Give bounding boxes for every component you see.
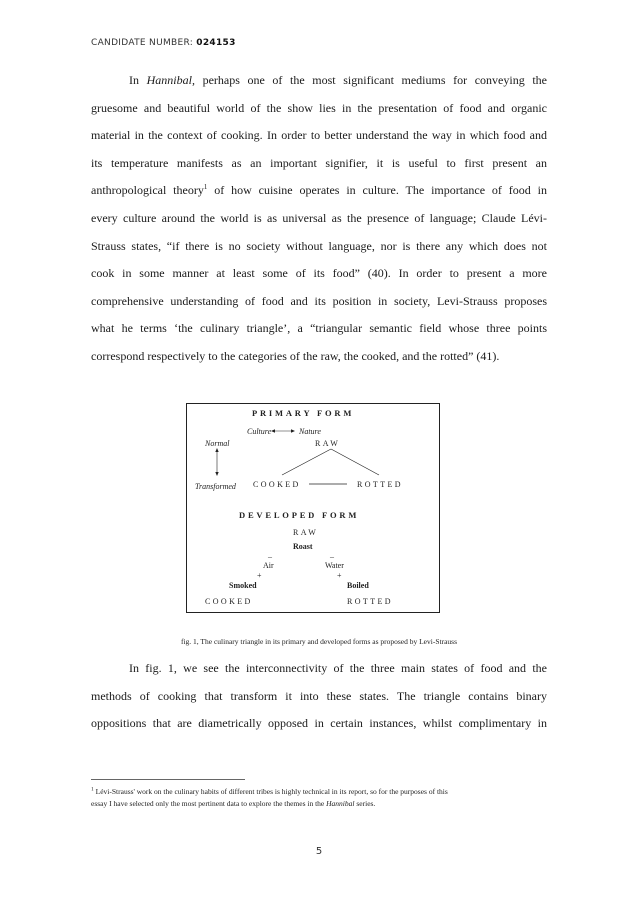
para1-line-11: correspond respectively to the categories of the raw, the cooked, and the rotted” (41). — [91, 348, 500, 363]
para2-line-1: In fig. 1, we see the interconnectivity of the three main states of food and the — [129, 661, 547, 675]
roast-label: Roast — [293, 542, 313, 551]
primary-form-title: PRIMARY FORM — [252, 408, 355, 418]
nature-label: Nature — [299, 427, 321, 436]
para1-line-2: gruesome and beautiful world of the show lies in the presentation of food and organic — [91, 100, 547, 115]
para1-text: anthropological theory — [91, 183, 204, 198]
developed-form-title: DEVELOPED FORM — [239, 510, 360, 520]
transformed-label: Transformed — [195, 482, 236, 491]
water-label: Water — [325, 561, 344, 570]
para1-text: perhaps one of the most significant mediums for conveying the — [194, 73, 547, 87]
raw-developed-label: RAW — [293, 528, 319, 537]
para1-line-9: comprehensive understanding of food and its position in society, Levi-Strauss proposes — [91, 293, 547, 308]
boiled-plus: + — [337, 571, 342, 580]
raw-rotted-edge — [331, 449, 379, 475]
normal-label: Normal — [205, 439, 230, 448]
arrowhead-right — [291, 429, 295, 432]
candidate-label: CANDIDATE NUMBER: — [91, 38, 194, 48]
footnote-number: 1 — [91, 786, 94, 793]
footnote-text: essay I have selected only the most pertinent data to explore the themes in the — [91, 799, 327, 808]
para1-line-6: every culture around the world is as universal as the presence of language; Claude Lévi- — [91, 210, 547, 225]
cooked-developed-label: COOKED — [205, 597, 253, 606]
footnote-series-title: Hannibal — [326, 799, 355, 808]
arrowhead-left — [271, 429, 275, 432]
para1-line-10: what he terms ‘the culinary triangle’, a “triangular semantic field whose three points — [91, 321, 547, 336]
para1-line-7: Strauss states, “if there is no society without language, nor is there any which does not — [91, 238, 547, 253]
para1-line-5 — [91, 177, 547, 205]
paragraph-1 — [91, 67, 547, 371]
raw-cooked-edge — [282, 449, 331, 475]
footnote — [91, 786, 551, 810]
para1-text: of how cuisine operates in culture. The importance of food in — [207, 183, 547, 198]
footnote-divider — [91, 779, 245, 780]
footnote-text: Lévi-Strauss' work on the culinary habits of different tribes is highly technical in its report, so for the purposes of this — [93, 787, 448, 796]
para1-text: In — [129, 73, 147, 87]
boiled-label: Boiled — [347, 581, 369, 590]
page-number: 5 — [315, 846, 323, 857]
para2-line-2: methods of cooking that transform it into these states. The triangle contains binary — [91, 688, 547, 703]
smoked-label: Smoked — [229, 581, 257, 590]
hannibal-title: Hannibal, — [146, 73, 195, 87]
footnote-ref: 1 — [203, 183, 208, 192]
water-minus: – — [330, 552, 334, 561]
air-label: Air — [263, 561, 274, 570]
raw-label: RAW — [315, 439, 341, 448]
para1-line-8: cook in some manner at least some of its food” (40). In order to present a more — [91, 266, 547, 281]
para2-line-3: oppositions that are diametrically opposed in certain instances, whilst complimentary in — [91, 716, 547, 731]
rotted-developed-label: ROTTED — [347, 597, 393, 606]
para1-line-4: its temperature manifests as an important signifier, it is useful to first present an — [91, 155, 547, 170]
culinary-triangle-figure — [186, 403, 440, 613]
footnote-text: series. — [354, 799, 376, 808]
culture-label: Culture — [247, 427, 272, 436]
paragraph-2 — [91, 655, 547, 738]
candidate-number: 024153 — [196, 38, 236, 48]
air-minus: – — [268, 552, 272, 561]
rotted-label: ROTTED — [357, 480, 403, 489]
smoked-plus: + — [257, 571, 262, 580]
page-header — [91, 38, 236, 48]
cooked-label: COOKED — [253, 480, 301, 489]
para1-line-3: material in the context of cooking. In order to better understand the way in which food and — [91, 128, 547, 143]
figure-caption: fig. 1, The culinary triangle in its primary and developed forms as proposed by Levi-Strauss — [180, 637, 458, 646]
arrowhead-down — [215, 472, 218, 476]
para1-line-1 — [91, 67, 547, 95]
arrowhead-up — [215, 448, 218, 452]
